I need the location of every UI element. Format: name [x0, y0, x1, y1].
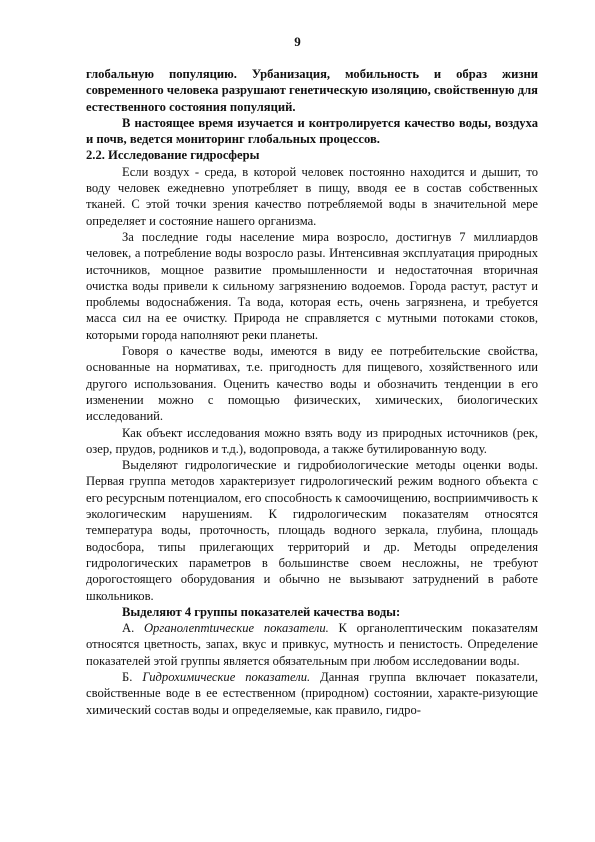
paragraph-water-quality: Говоря о качестве воды, имеются в виду ее потребительские свойства, основанные на нормативах, т.е. пригодность для пищевого, хозяйственного или другого использования. Оценить качество воды и обозначить тенденции в его изменении можно с помощью физических, химических, биологических исследований. [86, 344, 538, 424]
intro-paragraph-1: глобальную популяцию. Урбанизация, мобильность и образ жизни современного человека разрушают генетическую изоляцию, свойственную для естественного состояния популяций. [86, 67, 538, 114]
group-b-prefix: Б. [122, 669, 143, 684]
paragraph-methods: Выделяют гидрологические и гидробиологические методы оценки воды. Первая группа методов характеризует гидрологический режим водного объекта с его ресурсным потенциалом, его способность к самоочищению, восприимчивость к экологическим нарушениям. К гидрологическим показателям относятся температура воды, проточность, площадь водного зеркала, глубина, площадь водосбора, типы прилегающих территорий и др. Методы определения гидрологических параметров в большинстве своем несложны, не требуют дорогостоящего оборудования и обычно не вызывают затруднений в работе школьников. [86, 458, 538, 603]
intro-paragraph-2: В настоящее время изучается и контролируется качество воды, воздуха и почв, ведется мониторинг глобальных процессов. [86, 115, 538, 147]
page-content [86, 66, 538, 718]
group-a-title: Органолептtические показатели. [143, 621, 329, 636]
page-number: 9 [294, 34, 301, 49]
paragraph-research-objects: Как объект исследования можно взять воду из природных источников (рек, озер, прудов, родников и т.д.), водопровода, а также бутилированную воду. [86, 425, 538, 456]
paragraph-population-growth: За последние годы население мира возросло, достигнув 7 миллиардов человек, а потребление воды возросло разы. Интенсивная эксплуатация природных источников, мощное развитие промышленности и недостаточная вторичная очистка воды привели к сильному загрязнению водоемов. Города растут, растут и проблемы водоснабжения. Та вода, которая есть, очень загрязнена, и требуется масса сил на ее очистку. Природа не справляется с мутными потоками стоков, которыми города наполняют реки планеты. [86, 229, 538, 342]
group-a-text: К органолептическим показателям относятся цветность, запах, вкус и привкус, мутность и пенистость. Определение показателей этой группы является обязательным при любом исследовании воды. [86, 621, 538, 668]
paragraph-air-and-water: Если воздух - среда, в которой человек постоянно находится и дышит, то воду человек ежедневно употребляет в пищу, вводя ее в состав собственных тканей. С этой точки зрения качество потребляемой воды в значительной мере определяет и состояние нашего организма. [86, 164, 538, 228]
group-a-paragraph [86, 620, 538, 669]
group-a-prefix: А. [122, 621, 144, 636]
group-b-title: Гидрохимические показатели. [142, 669, 311, 684]
section-heading: 2.2. Исследование гидросферы [86, 148, 260, 163]
group-b-paragraph [86, 669, 538, 718]
group-b-text: Данная группа включает показатели, свойственные воде в ее естественном (природном) состоянии, характе-ризующие химический состав воды и определяемые, как правило, гидро- [86, 669, 538, 717]
groups-heading: Выделяют 4 группы показателей качества воды: [122, 604, 401, 619]
